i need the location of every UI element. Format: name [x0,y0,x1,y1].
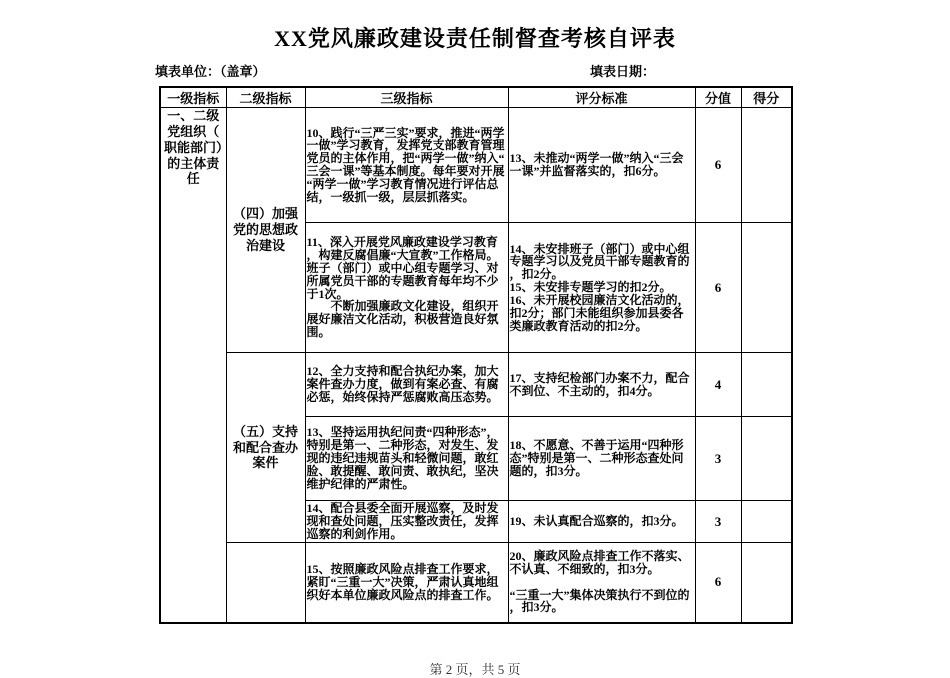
assessment-table [159,86,793,624]
score-cell: 3 [695,501,741,543]
criteria-cell: 20、廉政风险点排查工作不落实、不认真、不细致的，扣3分。 “三重一大”集体决策执行不到位的，扣3分。 [508,543,695,623]
column-header-earned: 得分 [741,87,792,108]
earned-score-cell [741,543,792,623]
column-header-level3: 三级指标 [305,87,508,108]
table-row [160,543,792,623]
indicator-cell: 10、践行“三严三实”要求，推进“两学一做”学习教育，发挥党支部教育管理党员的主体作用，把“两学一做”纳入“三会一课”等基本制度。每年要对开展“两学一做”学习教育情况进行评估总结，一级抓一级，层层抓落实。 [305,108,508,223]
earned-score-cell [741,501,792,543]
indicator-cell: 15、按照廉政风险点排查工作要求，紧盯“三重一大”决策，严肃认真地组织好本单位廉政风险点的排查工作。 [305,543,508,623]
indicator-cell: 13、坚持运用执纪问责“四种形态”，特别是第一、二种形态，对发生、发现的违纪违规苗头和轻微问题，敢红脸、敢提醒、敢问责、敢执纪，坚决维护纪律的严肃性。 [305,417,508,501]
score-cell: 6 [695,543,741,623]
earned-score-cell [741,353,792,417]
table-header-row [160,87,792,108]
indicator-cell: 11、深入开展党风廉政建设学习教育，构建反腐倡廉“大宣教”工作格局。班子（部门）或中心组专题学习、对所属党员干部的专题教育每年均不少于1次。 不断加强廉政文化建设，组织开展好廉洁文化活动，积极营造良好氛围。 [305,223,508,353]
level2-indicator-cell [226,543,305,623]
criteria-cell: 18、不愿意、不善于运用“四种形态”特别是第一、二种形态查处问题的，扣3分。 [508,417,695,501]
column-header-level1: 一级指标 [160,87,226,108]
indicator-cell: 12、全力支持和配合执纪办案，加大案件查办力度，做到有案必查、有腐必惩，始终保持严惩腐败高压态势。 [305,353,508,417]
score-cell: 6 [695,223,741,353]
criteria-cell: 19、未认真配合巡察的，扣3分。 [508,501,695,543]
criteria-cell: 17、支持纪检部门办案不力，配合不到位、不主动的，扣4分。 [508,353,695,417]
level2-indicator-cell: （四）加强党的思想政治建设 [226,108,305,353]
form-meta-row [155,61,800,79]
level2-indicator-cell: （五）支持和配合查办案件 [226,353,305,543]
page-footer: 第 2 页，共 5 页 [429,662,521,677]
criteria-cell: 14、未安排班子（部门）或中心组专题学习以及党员干部专题教育的，扣2分。 15、未安排专题学习的扣2分。 16、未开展校园廉洁文化活动的，扣2分；部门未能组织参加县委各类廉政教育活动的扣2分。 [508,223,695,353]
table-row [160,353,792,417]
indicator-cell: 14、配合县委全面开展巡察，及时发现和查处问题，压实整改责任，发挥巡察的利剑作用。 [305,501,508,543]
score-cell: 3 [695,417,741,501]
earned-score-cell [741,223,792,353]
earned-score-cell [741,417,792,501]
column-header-level2: 二级指标 [226,87,305,108]
page-title: XX党风廉政建设责任制督查考核自评表 [274,26,676,51]
score-cell: 4 [695,353,741,417]
table-row [160,108,792,223]
column-header-score: 分值 [695,87,741,108]
score-cell: 6 [695,108,741,223]
level1-indicator-cell: 一、二级党组织（职能部门）的主体责任 [160,108,226,623]
criteria-cell: 13、未推动“两学一做”纳入“三会一课”并监督落实的，扣6分。 [508,108,695,223]
column-header-criteria: 评分标准 [508,87,695,108]
form-unit-label: 填表单位：（盖章） [155,64,266,79]
form-date-label: 填表日期： [590,64,656,79]
earned-score-cell [741,108,792,223]
